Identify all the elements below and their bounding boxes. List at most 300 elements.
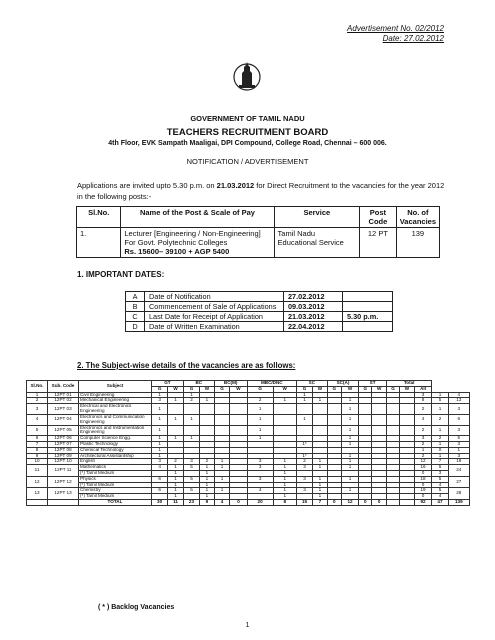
date-value: 09.03.2012 xyxy=(284,302,343,312)
vacancy-cell: 1 xyxy=(200,398,215,404)
vacancy-cell: 1 xyxy=(200,482,215,488)
col-slno: Sl.No. xyxy=(77,207,121,228)
vacancy-cell: 6 xyxy=(448,414,469,425)
vacancy-cell: 1 xyxy=(432,453,448,459)
vacancy-cell: 1 xyxy=(341,425,358,436)
vacancy-cell xyxy=(273,414,296,425)
service-line-2: Educational Service xyxy=(277,238,344,247)
vacancy-cell: 1 xyxy=(200,494,215,500)
total-cell: 11 xyxy=(168,500,184,506)
total-cell: 4 xyxy=(214,500,230,506)
pay-scale: Rs. 15600– 39100 + AGP 5400 xyxy=(124,247,230,256)
vacancy-cell: 1 xyxy=(152,453,168,459)
vacancy-cell: 3 xyxy=(152,459,168,465)
vacancy-cell xyxy=(386,425,399,436)
vacancy-cell: 1 xyxy=(341,453,358,459)
total-cell xyxy=(386,500,399,506)
vacancy-cell: 4 xyxy=(247,488,273,494)
subject-name: Electrical and Electronics Engineering xyxy=(79,404,152,415)
vacancy-cell: 3 xyxy=(183,459,199,465)
vacancy-cell xyxy=(200,414,215,425)
subject-row xyxy=(27,404,470,415)
intro-text-2: for Direct Recruitment to the vacancies for the year 2012 in the following posts:- xyxy=(77,181,445,201)
post-slno: 1. xyxy=(77,228,121,258)
vacancy-cell: 4 xyxy=(152,465,168,471)
date-extra xyxy=(343,322,393,332)
subject-all: 24 xyxy=(448,465,469,477)
vacancy-cell: 1 xyxy=(214,459,230,465)
subject-sl: 1 xyxy=(27,392,48,398)
total-cell: 0 xyxy=(359,500,372,506)
vacancy-cell: 1 xyxy=(183,436,199,442)
vacancy-cell: 1 xyxy=(152,392,168,398)
vacancy-cell: 6 xyxy=(152,488,168,494)
subject-name: (*) Tamil Medium xyxy=(79,494,152,500)
vacancy-cell: 0 xyxy=(414,471,432,477)
subject-code: 12PT 12 xyxy=(48,476,79,488)
important-dates-heading: 1. IMPORTANT DATES: xyxy=(77,270,165,279)
intro-paragraph xyxy=(77,180,447,202)
col-post: Name of the Post & Scale of Pay xyxy=(121,207,274,228)
vacancy-cell: 1 xyxy=(296,392,312,398)
vacancy-cell: 7 xyxy=(432,459,448,465)
vacancy-cell: 1 xyxy=(341,436,358,442)
vacancy-cell: 1 xyxy=(432,404,448,415)
vacancy-cell: 5 xyxy=(432,488,448,494)
group-header: SC(A) xyxy=(327,381,358,387)
vacancy-cell: 1 xyxy=(341,476,358,482)
vacancy-cell: 1 xyxy=(152,414,168,425)
vacancy-cell xyxy=(359,414,372,425)
post-vacancies: 139 xyxy=(396,228,439,258)
vacancy-cell: 1 xyxy=(296,398,312,404)
date-value: 21.03.2012 xyxy=(284,312,343,322)
vacancy-cell: 1 xyxy=(432,392,448,398)
subject-code: 12PT 04 xyxy=(48,414,79,425)
date-row xyxy=(126,302,393,312)
subject-vacancies-table xyxy=(26,380,470,506)
vacancy-cell xyxy=(372,425,387,436)
important-dates-table xyxy=(125,291,393,332)
vacancy-cell xyxy=(327,414,341,425)
vacancy-cell: 2 xyxy=(200,459,215,465)
vacancy-cell: 1 xyxy=(448,447,469,453)
col-code: Sub. Code xyxy=(48,381,79,393)
subject-name: Physics xyxy=(79,476,152,482)
group-header: MBC/DNC xyxy=(247,381,296,387)
g-header: G xyxy=(247,386,273,392)
group-header: SC xyxy=(296,381,327,387)
vacancy-cell: 1 xyxy=(273,476,296,482)
vacancy-cell xyxy=(230,414,247,425)
subject-code: 12PT 11 xyxy=(48,465,79,477)
date-label: Last Date for Receipt of Application xyxy=(145,312,284,322)
subject-name: Architectural Assistantship xyxy=(79,453,152,459)
subject-code: 12PT 03 xyxy=(48,404,79,415)
vacancy-cell: 1 xyxy=(341,398,358,404)
subject-name: (*) Tamil Medium xyxy=(79,471,152,477)
vacancy-cell xyxy=(168,425,184,436)
date-label: Date of Written Examination xyxy=(145,322,284,332)
vacancy-cell xyxy=(313,404,328,415)
vacancy-cell: 2 xyxy=(414,404,432,415)
vacancy-cell: 1* xyxy=(296,441,312,447)
subject-name: (*) Tamil Medium xyxy=(79,482,152,488)
g-header: G xyxy=(327,386,341,392)
vacancy-cell: 5 xyxy=(432,465,448,471)
w-header: W xyxy=(273,386,296,392)
vacancy-cell: 1 xyxy=(152,447,168,453)
total-cell: 0 xyxy=(230,500,247,506)
government-title: GOVERNMENT OF TAMIL NADU xyxy=(190,114,305,123)
board-title: TEACHERS RECRUITMENT BOARD xyxy=(166,127,329,138)
vacancy-cell: 2 xyxy=(168,459,184,465)
vacancy-cell: 1 xyxy=(313,465,328,471)
vacancy-cell: 4 xyxy=(432,482,448,488)
tamil-nadu-emblem-icon xyxy=(233,58,261,96)
vacancy-cell xyxy=(359,425,372,436)
vacancy-cell: 1 xyxy=(273,494,296,500)
backlog-note: ( * ) Backlog Vacancies xyxy=(98,604,175,611)
total-empty xyxy=(27,500,48,506)
vacancy-cell: 1 xyxy=(273,465,296,471)
vacancy-cell xyxy=(168,404,184,415)
vacancy-cell: 1 xyxy=(200,488,215,494)
total-cell: 30 xyxy=(152,500,168,506)
service-line-1: Tamil Nadu xyxy=(277,229,316,238)
date-value: 22.04.2012 xyxy=(284,322,343,332)
vacancy-cell: 3 xyxy=(448,441,469,447)
w-header: W xyxy=(200,386,215,392)
vacancy-cell: 1 xyxy=(432,441,448,447)
total-cell: 23 xyxy=(183,500,199,506)
subject-sl: 4 xyxy=(27,414,48,425)
subject-name: Plastic Technology xyxy=(79,441,152,447)
g-header: G xyxy=(183,386,199,392)
vacancy-cell: 1 xyxy=(168,436,184,442)
vacancy-cell: 1 xyxy=(273,459,296,465)
vacancy-cell: 1 xyxy=(247,404,273,415)
vacancy-cell: 1* xyxy=(296,453,312,459)
subject-name: Mathematics xyxy=(79,465,152,471)
group-header: GT xyxy=(152,381,184,387)
vacancy-cell: 1 xyxy=(214,488,230,494)
subject-name: English xyxy=(79,459,152,465)
subject-name: Computer Science Engg. xyxy=(79,436,152,442)
vacancy-cell: 1 xyxy=(168,465,184,471)
vacancy-cell xyxy=(400,414,415,425)
vacancy-cell: 5 xyxy=(183,476,199,482)
subject-sl: 12 xyxy=(27,476,48,488)
vacancy-cell: 1 xyxy=(168,488,184,494)
vacancy-cell xyxy=(200,425,215,436)
vacancy-cell: 0 xyxy=(432,447,448,453)
vacancy-cell: 1 xyxy=(341,459,358,465)
vacancy-cell: 1 xyxy=(313,476,328,482)
vacancy-cell: 0 xyxy=(414,482,432,488)
subject-code: 12PT 09 xyxy=(48,453,79,459)
intro-text-1: Applications are invited upto 5.30 p.m. on xyxy=(77,181,217,190)
vacancy-cell: 2 xyxy=(296,459,312,465)
vacancy-cell: 0 xyxy=(414,494,432,500)
col-subject: Subject xyxy=(79,381,152,393)
subject-name: Electronics and Instrumentation Engineering xyxy=(79,425,152,436)
subject-code: 12PT 06 xyxy=(48,436,79,442)
vacancy-cell: 1 xyxy=(200,471,215,477)
vacancy-cell xyxy=(230,425,247,436)
w-header: W xyxy=(372,386,387,392)
all-header: All xyxy=(414,386,432,392)
group-header: Total xyxy=(386,381,431,387)
date-extra: 5.30 p.m. xyxy=(343,312,393,322)
w-header: W xyxy=(313,386,328,392)
vacancy-cell: 3 xyxy=(296,476,312,482)
vacancy-cell: 6 xyxy=(152,476,168,482)
vacancy-cell: 2 xyxy=(414,425,432,436)
total-cell: 9 xyxy=(200,500,215,506)
vacancy-cell xyxy=(372,414,387,425)
vacancy-cell: 1 xyxy=(313,482,328,488)
vacancy-cell: 4 xyxy=(448,392,469,398)
g-header: G xyxy=(386,386,399,392)
vacancy-cell: 4 xyxy=(432,494,448,500)
vacancy-cell: 18 xyxy=(414,476,432,482)
subject-name: Civil Engineering xyxy=(79,392,152,398)
vacancy-cell: 1 xyxy=(168,494,184,500)
vacancy-cell: 12 xyxy=(414,459,432,465)
vacancy-cell xyxy=(230,404,247,415)
vacancy-cell: 2 xyxy=(414,441,432,447)
group-header: BC(M) xyxy=(214,381,247,387)
vacancy-cell: 1 xyxy=(152,404,168,415)
date-row xyxy=(126,292,393,302)
vacancy-cell: 1 xyxy=(313,459,328,465)
subject-all: 27 xyxy=(448,476,469,488)
vacancy-cell: 3 xyxy=(247,465,273,471)
subject-sl: 13 xyxy=(27,488,48,500)
total-cell: 8 xyxy=(273,500,296,506)
vacancy-cell: 5 xyxy=(448,436,469,442)
total-label: TOTAL xyxy=(79,500,152,506)
subject-row xyxy=(27,425,470,436)
subject-code: 12PT 02 xyxy=(48,398,79,404)
date-value: 27.02.2012 xyxy=(284,292,343,302)
vacancy-cell: 8 xyxy=(414,398,432,404)
vacancy-cell: 1 xyxy=(341,488,358,494)
vacancy-cell xyxy=(400,404,415,415)
vacancy-cell: 1 xyxy=(296,414,312,425)
post-name-line-1: Lecturer [Engineering / Non-Engineering] xyxy=(124,229,261,238)
vacancy-cell: 19 xyxy=(448,459,469,465)
vacancy-cell xyxy=(214,425,230,436)
total-cell xyxy=(400,500,415,506)
vacancy-cell xyxy=(327,404,341,415)
date-row xyxy=(126,322,393,332)
total-cell: 20 xyxy=(247,500,273,506)
vacancy-cell: 1 xyxy=(313,494,328,500)
subject-sl: 7 xyxy=(27,441,48,447)
vacancy-cell: 2 xyxy=(432,414,448,425)
vacancy-cell: 3 xyxy=(432,471,448,477)
col-sl: Sl.No. xyxy=(27,381,48,393)
subject-sl: 6 xyxy=(27,436,48,442)
subject-name: Electronics and Communication Engineering xyxy=(79,414,152,425)
vacancy-cell: 1 xyxy=(200,465,215,471)
date-label: Commencement of Sale of Applications xyxy=(145,302,284,312)
vacancy-cell xyxy=(214,414,230,425)
vacancy-cell: 3 xyxy=(414,436,432,442)
vacancy-cell: 1 xyxy=(168,398,184,404)
subject-code: 12PT 07 xyxy=(48,441,79,447)
total-cell: 47 xyxy=(432,500,448,506)
vacancy-cell: 1 xyxy=(247,436,273,442)
vacancy-cell: 1 xyxy=(273,398,296,404)
subject-code: 12PT 08 xyxy=(48,447,79,453)
vacancy-cell xyxy=(386,404,399,415)
w-header: W xyxy=(341,386,358,392)
subject-code: 12PT 05 xyxy=(48,425,79,436)
post-code: 12 PT xyxy=(360,228,397,258)
vacancy-cell: 2 xyxy=(414,453,432,459)
vacancy-cell: 2 xyxy=(183,398,199,404)
vacancy-cell: 1 xyxy=(313,488,328,494)
advertisement-date: Date: 27.02.2012 xyxy=(382,34,444,43)
vacancy-cell: 1 xyxy=(313,398,328,404)
date-row xyxy=(126,312,393,322)
advertisement-number: Advertisement No. 02/2012 xyxy=(347,24,444,33)
vacancy-cell: 3 xyxy=(296,465,312,471)
vacancy-cell: 1 xyxy=(152,441,168,447)
vacancy-cell: 1 xyxy=(247,425,273,436)
vacancy-cell: 5 xyxy=(183,488,199,494)
col-service: Service xyxy=(274,207,360,228)
w-header: W xyxy=(168,386,184,392)
vacancy-cell: 1 xyxy=(168,482,184,488)
total-cell: 15 xyxy=(296,500,312,506)
total-empty xyxy=(48,500,79,506)
subject-sl: 3 xyxy=(27,404,48,415)
vacancy-cell xyxy=(359,404,372,415)
vacancy-cell: 3 xyxy=(448,425,469,436)
total-cell: 12 xyxy=(341,500,358,506)
date-key: D xyxy=(126,322,145,332)
vacancy-cell: 4 xyxy=(414,414,432,425)
date-key: A xyxy=(126,292,145,302)
page-number: 1 xyxy=(245,622,250,629)
w-header: W xyxy=(400,386,415,392)
vacancy-cell: 1 xyxy=(341,465,358,471)
vacancy-cell xyxy=(372,404,387,415)
date-key: B xyxy=(126,302,145,312)
vacancy-cell: 5 xyxy=(432,398,448,404)
subject-all: 28 xyxy=(448,488,469,500)
vacancy-cell: 1 xyxy=(168,414,184,425)
vacancy-cell: 1 xyxy=(414,447,432,453)
post-service xyxy=(274,228,360,258)
date-extra xyxy=(343,292,393,302)
vacancy-cell xyxy=(183,425,199,436)
notification-title: NOTIFICATION / ADVERTISEMENT xyxy=(186,157,309,166)
date-label: Date of Notification xyxy=(145,292,284,302)
vacancy-cell: 3 xyxy=(152,398,168,404)
subject-sl: 5 xyxy=(27,425,48,436)
subject-name: Chemical Technology xyxy=(79,447,152,453)
subject-sl: 2 xyxy=(27,398,48,404)
post-name-line-2: For Govt. Polytechnic Colleges xyxy=(124,238,228,247)
subject-details-heading: 2. The Subject-wise details of the vacancies are as follows: xyxy=(77,361,296,370)
vacancy-cell: 5 xyxy=(432,476,448,482)
total-cell: 7 xyxy=(313,500,328,506)
vacancy-cell: 1 xyxy=(273,471,296,477)
vacancy-cell: 19 xyxy=(414,488,432,494)
vacancy-cell: 2 xyxy=(432,436,448,442)
vacancy-cell: 1 xyxy=(214,465,230,471)
vacancy-cell xyxy=(214,404,230,415)
vacancy-cell: 1 xyxy=(432,425,448,436)
group-header: ST xyxy=(359,381,387,387)
col-post-code: Post Code xyxy=(360,207,397,228)
subject-sl: 11 xyxy=(27,465,48,477)
vacancy-cell: 1 xyxy=(341,441,358,447)
vacancy-cell xyxy=(296,425,312,436)
vacancy-cell: 3 xyxy=(414,392,432,398)
vacancy-cell: 5 xyxy=(183,465,199,471)
total-cell: 0 xyxy=(327,500,341,506)
vacancy-cell xyxy=(386,414,399,425)
posts-header-row xyxy=(77,207,440,228)
vacancy-cell: 1 xyxy=(247,414,273,425)
vacancy-cell: 1 xyxy=(214,476,230,482)
board-address: 4th Floor, EVK Sampath Maaligai, DPI Compound, College Road, Chennai – 600 006. xyxy=(108,140,387,147)
g-header: G xyxy=(296,386,312,392)
col-vacancies: No. of Vacancies xyxy=(396,207,439,228)
subject-code: 12PT 01 xyxy=(48,392,79,398)
subject-name: Mechanical Engineering xyxy=(79,398,152,404)
total-cell: 139 xyxy=(448,500,469,506)
vacancy-cell: 1 xyxy=(273,482,296,488)
total-cell: 92 xyxy=(414,500,432,506)
date-extra xyxy=(343,302,393,312)
posts-row xyxy=(77,228,440,258)
g-header: G xyxy=(359,386,372,392)
vacancy-cell: 1 xyxy=(341,404,358,415)
vacancy-cell xyxy=(273,425,296,436)
vacancy-cell xyxy=(400,425,415,436)
vacancy-cell: 1 xyxy=(168,471,184,477)
subject-row xyxy=(27,414,470,425)
vacancy-cell: 16 xyxy=(414,465,432,471)
vacancy-cell: 1 xyxy=(183,392,199,398)
w-header: W xyxy=(230,386,247,392)
vacancy-cell: 1 xyxy=(183,414,199,425)
subject-code: 12PT 13 xyxy=(48,488,79,500)
group-header: BC xyxy=(183,381,214,387)
subject-sl: 8 xyxy=(27,447,48,453)
vacancy-cell xyxy=(296,404,312,415)
vacancy-cell xyxy=(327,425,341,436)
subject-code: 12PT 10 xyxy=(48,459,79,465)
vacancy-cell xyxy=(313,425,328,436)
g-header: G xyxy=(152,386,168,392)
vacancy-cell: 13 xyxy=(448,398,469,404)
vacancy-cell: 3 xyxy=(296,488,312,494)
subject-sl: 9 xyxy=(27,453,48,459)
vacancy-cell: 2 xyxy=(247,398,273,404)
intro-date: 21.03.2012 xyxy=(216,181,255,190)
g-header: G xyxy=(214,386,230,392)
vacancy-cell: 1 xyxy=(341,414,358,425)
vacancy-cell xyxy=(313,414,328,425)
